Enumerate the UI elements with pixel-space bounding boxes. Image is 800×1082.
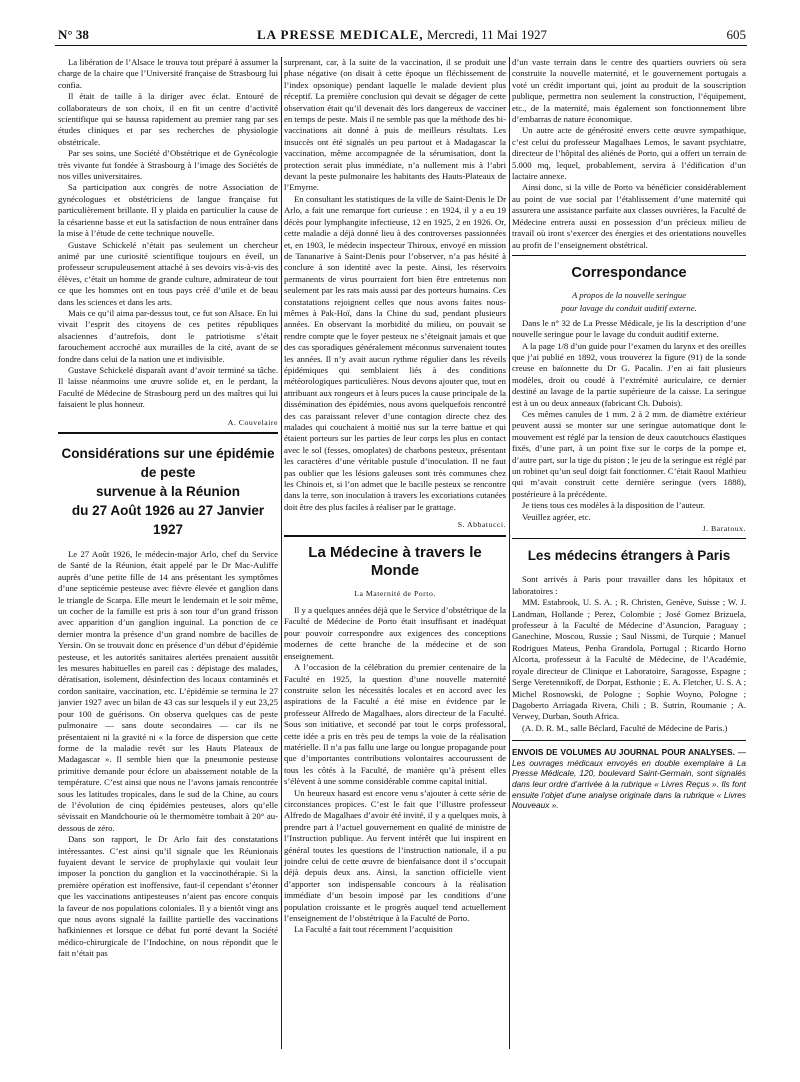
article-title-line: survenue à la Réunion [95,484,241,499]
author-signature: A. Couvelaire [227,417,278,427]
paragraph: Dans son rapport, le Dr Arlo fait des constatations intéressantes. C’est ainsi qu’il signale que les Réunionais fuyaient devant le service de prophylaxie qui voulait leur imposer la ponction du ganglion et la vaccinothérapie. Si la première opération est inoffensive, faut-il cependant s’étonner que les vaccinations antipesteuses n’aient pas encore conquis la faveur de nos populations coloniales. Il y a bientôt vingt ans que nous avons signalé la faillite partielle des vaccinations hafkiniennes et lorsque ce débat fut porté devant la Société médico-chirurgicale de l’Indochine, on nous répondit que le fait n’était pas [58,834,278,959]
paragraph: A l’occasion de la célébration du premier centenaire de la Faculté en 1925, la question d’une nouvelle maternité construite selon les nécessités locales et en accord avec les aspirations de la Faculté a été mise en évidence par le professeur Alfredo de Magalhaes, alors directeur de la Faculté. Sous son initiative, et secondé par tout le corps professoral, cette idée a pris en très peu de temps la voie de la réalisation matérielle. Il n’a pas fallu une large ou longue propagande pour que d’importantes contributions volontaires accourussent de tous les côtés à la Faculté, de manière qu’à présent elles s’élèvent à une somme considérable comme capital initial. [284,662,506,787]
paragraph: A la page 1/8 d’un guide pour l’examen du larynx et des oreilles que j’ai publié en 1892, vous trouverez la figure (91) de la sonde creuse en baïonnette du Dr G. Pacalin. J’en ai fait plusieurs modèles, droit ou coudé à l’extrémité auriculaire, ce dernier destiné au lavage de la partie supérieure de la caisse. La seringue est à un ou deux anneaux (fabricant Ch. Dubois). [512,340,746,408]
page-number: 605 [726,27,746,42]
author-signature: S. Abbatucci. [457,520,506,530]
column-right [512,57,746,1057]
section-subtitle: La Maternité de Porto. [354,588,436,598]
paragraph: Le 27 Août 1926, le médecin-major Arlo, chef du Service de Santé de la Réunion, était appelé par le Dr Mac-Auliffe auprès d’une petite fille de 14 ans présentant les symptômes d’une septicémie pesteuse avec fièvre élevée et ganglion dans le triangle de Scarpa. Elle meurt le lendemain et le soir même, un cocher de la famille est pris à son tour d’un grand frisson avec apparition d’un ganglion inguinal. La ponction de ce dernier montra la présence d’un grand nombre de bacilles de Yersin. On se trouvait donc en présence d’un début d’épidémie pesteuse, et les autorités sanitaires alertées prenaient aussitôt les mesures habituelles en pareil cas : dépistage des malades, dératisation, isolement, désinfection des locaux contaminés et cordon sanitaire, vaccination, etc. L’épidémie se termina le 27 janvier 1927 avec un bilan de 43 cas sur lesquels il y eut 23,25 pour 100 de guérisons. On observa quelques cas de peste pulmonaire — sans doute secondaires — car ils ne présentaient ni la gravité ni « la force de dispersion que cette forme de la maladie revêt sur les Hauts Plateaux de Madagascar ». Il semble bien que la pneumonie pesteuse primitive demande pour éclore un abaissement notable de la température. C’est ainsi que nous ne l’avons jamais rencontrée sous les latitudes tropicales, dans le sud de la Chine, au cours de l’évolution de cinq épidémies pesteuses, alors qu’elle sévissait en Mandchourie où le thermomètre tombait à 20° au-dessous de zéro. [58,549,278,833]
letter-subject-line: A propos de la nouvelle seringue [571,289,687,300]
section-divider [512,538,746,539]
paragraph: Gustave Schickelé n’était pas seulement un chercheur animé par une curiosité scientifique toujours en éveil, un professeur scrupuleusement attaché à ses devoirs vis-à-vis des élèves, c’était un homme de grande culture, admirateur de tout ce que les hommes ont en tous pays créé d’utile et de beau dans les sciences et dans les arts. [58,239,278,307]
paragraph: La libération de l’Alsace le trouva tout préparé à assumer la charge de la chaire que l’Université française de Strasbourg lui confia. [58,57,278,90]
paragraph: Ces mêmes canules de 1 mm. 2 à 2 mm. de diamètre extérieur peuvent aussi se monter sur une seringue automatique dont le mouvement est réglé par la tension de deux caoutchoucs élastiques fixés, d’une part, à un point fixe sur le corps de la pompe et, d’autre part, sur la tige du piston ; le jeu de la seringue est réglé par un robinet qu’un seul doigt fait fonctionner. C’était Raoul Mathieu qui m’avait construit cette dernière seringue (vers 1888), postérieure à la précédente. [512,408,746,499]
paragraph: MM. Estabrook, U. S. A. ; R. Christen, Genève, Suisse ; W. J. Landman, Hollande ; Perez, Colombie ; José Gomez Brizuela, professeur à la Faculté de Médecine d’Asuncion, Paraguay ; Ganechine, Moscou, Russie ; Saul Nissmi, de Turquie ; Manuel Rodrigues Mateus, Penha Grandola, Portugal ; Ricardo Horno Alcorta, professeur à la Faculté de Médecine, de l’Académie, royale directeur de Clinique et Laboratoire, Saragosse, Espagne ; Serge Veretennikoff, de Dorpat, Esthonie ; E. A. Fletcher, U. S. A ; Michel Rosnowski, de Pologne ; Sophie Woyno, Pologne ; Dagoberto Arriagada Rivera, Chili ; B. Sutrin, Roumanie ; A. Verwey, Durban, South Africa. [512,597,746,722]
paragraph: d’un vaste terrain dans le centre des quartiers ouvriers où sera construite la nouvelle maternité, et le gouvernement portugais a voté un crédit important qui, joint au produit de la souscription publique, permettra non seulement la construction, l’équipement, etc., de la maternité, mais également son fonctionnement libre d’embarras de nature économique. [512,57,746,125]
paragraph: Dans le n° 32 de La Presse Médicale, je lis la description d’une nouvelle seringue pour le lavage du conduit auditif externe. [512,317,746,340]
column-divider [509,57,510,1049]
article-title-line: Considérations sur une épidémie de peste [61,446,275,480]
section-divider [284,535,506,537]
section-title: Correspondance [571,264,687,281]
column-middle [284,57,506,1057]
section-title: La Médecine à travers le Monde [308,543,482,579]
issue-number: N° 38 [58,27,89,42]
notice-text: — Les ouvrages médicaux envoyés en double exemplaire à La Presse Médicale, 120, boulevard Saint-Germain, sont signalés dans leur ordre d’arrivée à la rubrique « Livres Reçus ». Ils font ensuite l’objet d’une analyse originale dans la rubrique « Livres Nouveaux ». [512,747,746,811]
paragraph: surprenant, car, à la suite de la vaccination, il se produit une phase négative (on disait à cette époque un fléchissement de l’index opsonique) pendant laquelle le malade devient plus réceptif. La première conclusion qui devait se dégager de cette observation était qu’il devenait dès lors dangereux de vacciner en temps de peste. Mais il ne semble pas que la méthode des bi-vaccinations ait donné à puis de meilleurs résultats. Les insuccès ont été signalés un peu partout et à Madagascar la vaccination, même accompagnée de la sérumisation, dont la protection serait plus immédiate, n’a nullement mis à l’abri devant la peste pulmonaire les habitants des Hauts-Plateaux de l’Emyrne. [284,57,506,193]
paragraph: Veuillez agréer, etc. [522,511,591,522]
letter-subject-line: pour lavage du conduit auditif externe. [561,303,697,314]
paragraph: Je tiens tous ces modèles à la disposition de l’auteur. [522,500,705,511]
journal-name: LA PRESSE MEDICALE, [256,27,424,42]
paragraph: En consultant les statistiques de la ville de Saint-Denis le Dr Arlo, a fait une remarque fort curieuse : en 1924, il y a eu 19 décès pour lymphangite infectieuse, 12 en 1925, 2 en 1926. Or, cette maladie a déjà donné lieu à des controverses passionnées et, en 1903, le médecin inspecteur Thiroux, envoyé en mission de Tananarive à Saint-Denis pour l’observer, n’a pas hésité à conclure à son identité avec la peste. Ainsi, les réservoirs permanents de virus pourraient fort bien être entretenus non seulement par les rats mais aussi par des porteurs humains. Ces constatations rejoignent celles que nous avons faites nous-mêmes à Pak-Hoï, dans la Chine du sud, pendant plusieurs années. En observant la morbidité du milieu, on pouvait se rendre compte que le foyer pesteux ne s’éteignait jamais et que des cas sporadiques généralement méconnus survenaient toutes les années. Il n’y avait aucun rythme régulier dans les réveils épidémiques qui semblaient liés à des conditions météorologiques particulières. Nous devons ajouter que, tout en attribuant aux rongeurs et à leurs puces la cause principale de la dissémination des épidémies, nous avons quelquefois rencontré des cas paraissant relever d’une contagion directe chez des malades qui couchaient à moitié nus sur la terre battue et qui étaient porteurs sur les parties de leur corps les plus en contact avec le sol (fesses, omoplates) de charbons pesteux, présentant les caractères d’une véritable pustule d’inoculation. Il ne faut pas oublier que les lésions galeuses sont très communes chez les Chinois et, si l’on admet que le bacille pesteux se rencontre dans la terre, son inoculation à travers les excoriations cutanées doit être des plus faciles à réaliser par le grattage. [284,193,506,512]
notice-heading: ENVOIS DE VOLUMES AU JOURNAL POUR ANALYSES. [512,747,735,758]
section-title: Les médecins étrangers à Paris [527,548,731,564]
section-divider [58,432,278,434]
paragraph: Mais ce qu’il aima par-dessus tout, ce fut son Alsace. En lui vivait l’esprit des citoyens de ces petites républiques alsaciennes d’autrefois, dont le patriotisme s’était farouchement accroché aux murailles de la cité, avant de se fondre dans celui de la nation une et indivisible. [58,307,278,364]
issue-date: Mercredi, 11 Mai 1927 [426,27,548,42]
running-header [58,27,746,43]
section-divider [512,255,746,256]
paragraph: (A. D. R. M., salle Béclard, Faculté de Médecine de Paris.) [522,722,728,733]
paragraph: Sa participation aux congrès de notre Association de gynécologues et obstétriciens de langue française fut particulièrement brillante. Il y plaida en particulier la cause de la césarienne basse et eut la satisfaction de nous entraîner dans la mise à l’étude de cette technique nouvelle. [58,182,278,239]
header-rule [55,45,747,46]
paragraph: Un autre acte de générosité envers cette œuvre sympathique, c’est celui du professeur Magalhaes Lemos, le savant psychiatre, directeur de l’hôpital des aliénés de Porto, qui a offert un terrain de 5.000 mq, lequel, probablement, servira à l’édification d’un lactaire annexe. [512,125,746,182]
paragraph: Par ses soins, une Société d’Obstétrique et de Gynécologie très vivante fut fondée à Strasbourg à l’image des Sociétés de nos villes universitaires. [58,148,278,182]
paragraph: Sont arrivés à Paris pour travailler dans les hôpitaux et laboratoires : [512,574,746,596]
notice-box [512,740,746,811]
paragraph: Gustave Schickelé disparaît avant d’avoir terminé sa tâche. Il laisse néanmoins une œuvre solide et, en le perdant, la Faculté de Médecine de Strasbourg perd un des maîtres qui lui faisaient le plus honneur. [58,364,278,410]
author-signature: J. Baratoux. [702,524,746,534]
paragraph: Il y a quelques années déjà que le Service d’obstétrique de la Faculté de Médecine de Porto était insuffisant et inadéquat pour pouvoir correspondre aux exigences des conceptions modernes de cette branche de la médecine et de son enseignement. [284,605,506,661]
paragraph: La Faculté a fait tout récemment l’acquisition [294,924,453,935]
column-left [58,57,278,1057]
column-divider [281,57,282,1049]
paragraph: Il était de taille à la diriger avec éclat. Entouré de collaborateurs de son choix, il en fit un centre d’activité scientifique qui se haussa rapidement au premier rang par ses études cliniques et par ses recherches de physiologie obstétricale. [58,91,278,147]
article-title-line: du 27 Août 1926 au 27 Janvier 1927 [71,503,265,537]
article-title [58,444,278,539]
journal-title-line [58,27,746,43]
paragraph: Un heureux hasard est encore venu s’ajouter à cette série de circonstances propices. C’est le fait que l’illustre professeur Alfredo de Magalhaes d’avoir été invité, il y a quelques mois, à prendre part à l’actuel gouvernement en qualité de ministre de l’Instruction publique. Au fervent intérêt que lui inspirent en général toutes les questions de l’instruction nationale, il a pu joindre celui de cette œuvre de bienfaisance dont il s’occupait déjà depuis deux ans. Ainsi, la sanction officielle vient d’apporter son indispensable concours à la réalisation immédiate d’un besoin imposé par les conditions d’une population croissante et le progrès auquel tend actuellement l’enseignement de l’obstétrique à la Faculté de Porto. [284,787,506,924]
paragraph: Ainsi donc, si la ville de Porto va bénéficier considérablement au point de vue social par l’établissement d’une maternité qui assurera une assistance parfaite aux classes ouvrières, la Faculté de Médecine entrera aussi en possession d’un précieux milieu de travail où iront s’exercer des énergies et des orientations nouvelles au profit de l’enseignement obstétrical. [512,182,746,250]
